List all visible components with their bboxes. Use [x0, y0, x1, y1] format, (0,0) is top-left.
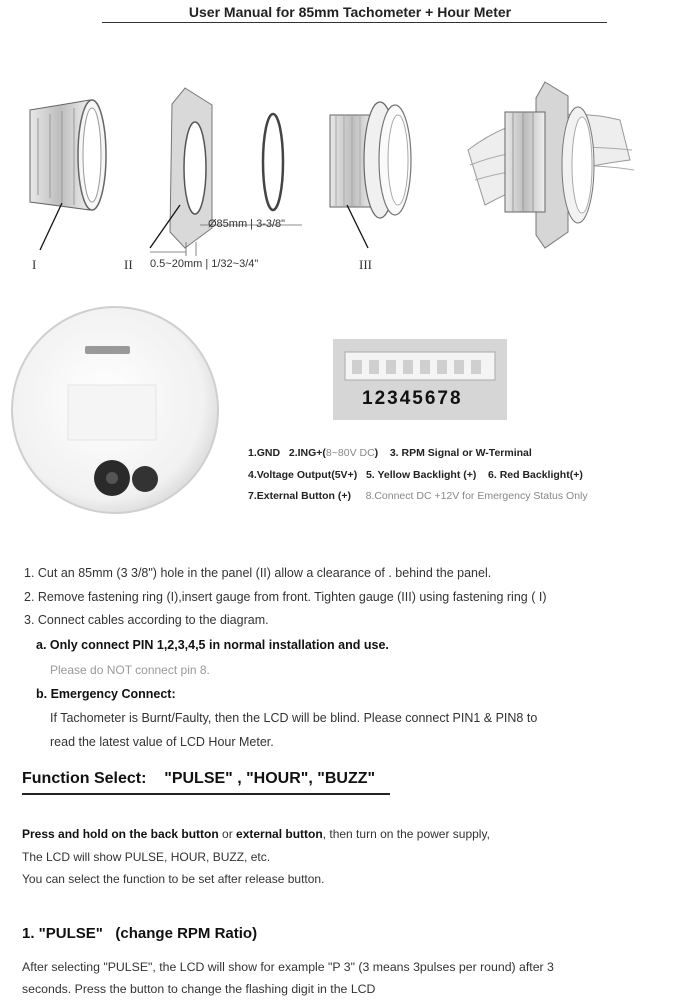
function-line-1-rest: , then turn on the power supply, [322, 827, 490, 841]
pin-4: 4.Voltage Output(5V+) [248, 469, 358, 481]
pulse-section-heading: 1. "PULSE" (change RPM Ratio) [22, 925, 258, 942]
function-line-1-or: or [218, 827, 237, 841]
sub-step-b-line-2: read the latest value of LCD Hour Meter. [50, 735, 274, 749]
part-label-2: II [124, 257, 133, 272]
sub-step-a: a. Only connect PIN 1,2,3,4,5 in normal installation and use. [36, 638, 389, 652]
panel-drawing [150, 88, 302, 256]
pin-3: 3. RPM Signal or W-Terminal [389, 447, 532, 459]
gauge-body-drawing [330, 102, 411, 248]
pulse-line-1: After selecting "PULSE", the LCD will show for example "P 3" (3 means 3pulses per round) after 3 [22, 960, 554, 974]
step-3: 3. Connect cables according to the diagram. [24, 613, 269, 627]
part-label-3: III [359, 257, 372, 272]
sub-step-b: b. Emergency Connect: [36, 687, 176, 701]
pin-list-row-2 [248, 469, 583, 481]
function-line-3: You can select the function to be set after release button. [22, 872, 325, 886]
part-label-1: I [32, 257, 37, 272]
connector-pin-numbers: 12345678 [362, 388, 463, 409]
back-button-text: Press and hold on the back button [22, 827, 219, 841]
panel-thickness-label: 0.5~20mm | 1/32~3/4" [150, 258, 259, 270]
fastening-ring-drawing [30, 100, 106, 250]
function-line-1 [22, 827, 490, 841]
pin-5: 5. Yellow Backlight (+) [365, 469, 477, 481]
pin-2-range: 8~80V DC [325, 447, 375, 459]
sub-step-b-line-1: If Tachometer is Burnt/Faulty, then the LCD will be blind. Please connect PIN1 & PIN8 to [50, 711, 538, 725]
pin-1: 1.GND [248, 447, 281, 459]
function-select-heading: Function Select: "PULSE" , "HOUR", "BUZZ" [22, 770, 376, 787]
pin-list-row-1 [248, 447, 532, 459]
assembled-drawing [468, 82, 634, 248]
manual-title: User Manual for 85mm Tachometer + Hour Meter [188, 4, 512, 20]
pin-6: 6. Red Backlight(+) [488, 469, 583, 481]
gauge-back-drawing [12, 307, 218, 513]
pin-2-close: ) [374, 447, 379, 459]
pin-list-row-3 [248, 490, 588, 502]
sub-step-a-note: Please do NOT connect pin 8. [50, 663, 210, 677]
step-1: 1. Cut an 85mm (3 3/8") hole in the panel (II) allow a clearance of . behind the panel. [24, 566, 492, 580]
pulse-line-2: seconds. Press the button to change the flashing digit in the LCD [22, 982, 376, 996]
pin-2: 2.ING+( [288, 447, 326, 459]
step-2: 2. Remove fastening ring (I),insert gauge from front. Tighten gauge (III) using fastening ring ( I) [24, 590, 547, 604]
o-ring-drawing [263, 114, 283, 210]
external-button-text: external button [236, 827, 323, 841]
pin-8: 8.Connect DC +12V for Emergency Status Only [365, 490, 588, 502]
pin-7: 7.External Button (+) [248, 490, 351, 502]
function-select-underline [22, 793, 390, 795]
hole-size-label: Ø85mm | 3-3/8" [208, 218, 286, 230]
function-line-2: The LCD will show PULSE, HOUR, BUZZ, etc. [22, 850, 271, 864]
